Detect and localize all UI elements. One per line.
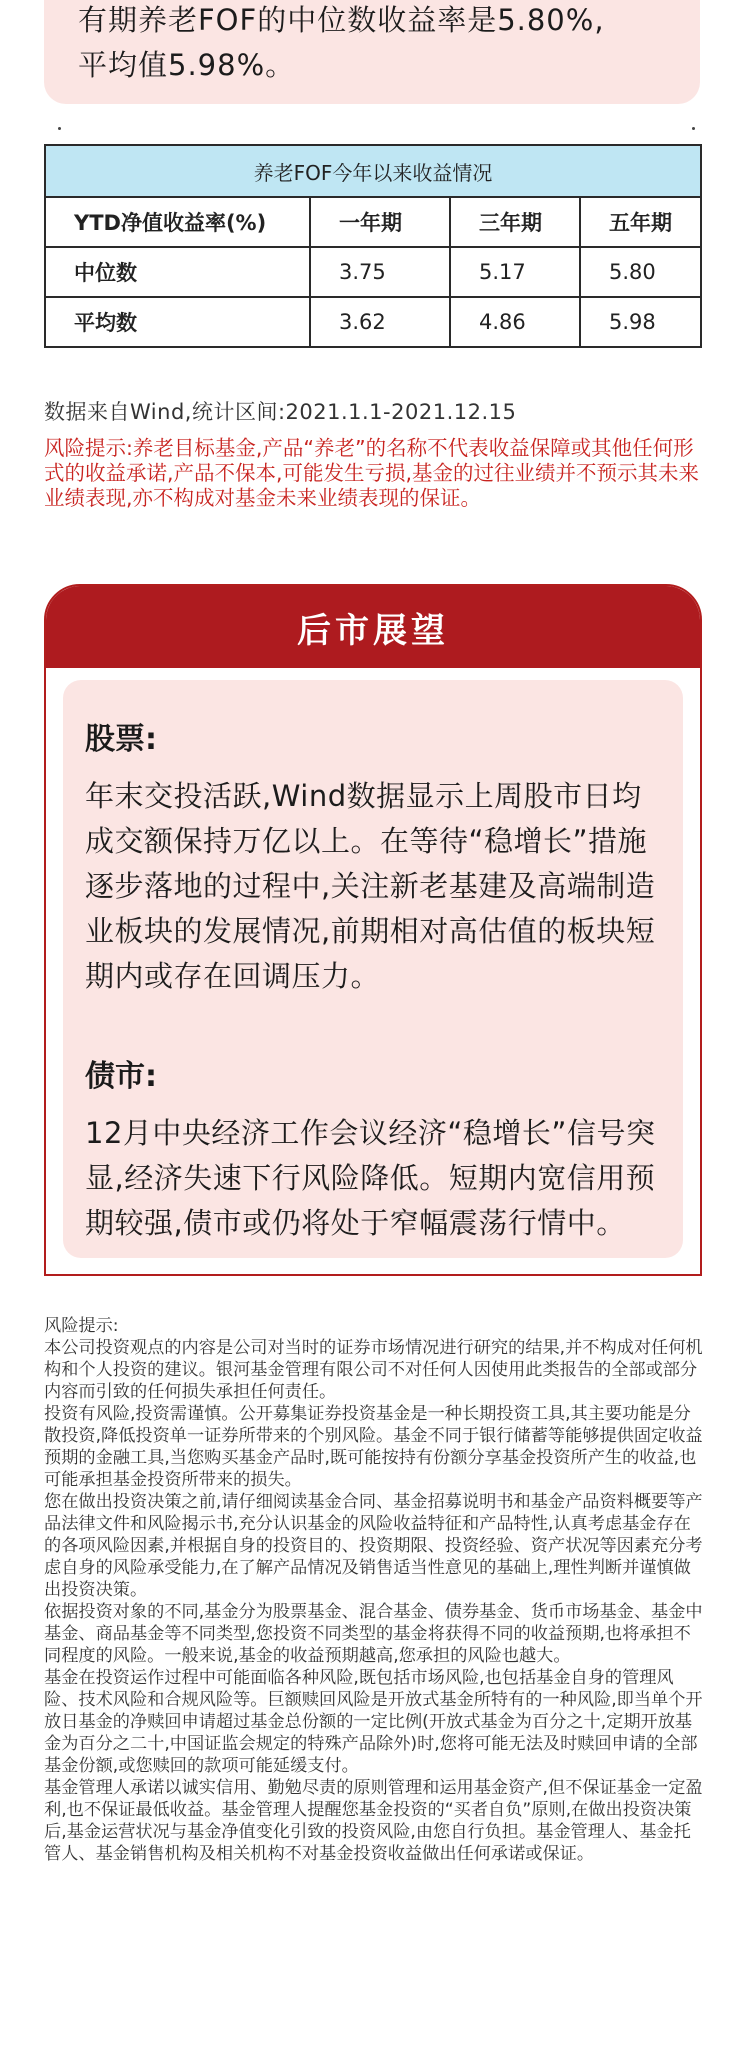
table-cell: 5.80	[580, 247, 701, 297]
outlook-header	[46, 586, 700, 668]
summary-line-1: 有期养老FOF的中位数收益率是5.80%,	[78, 3, 605, 37]
bond-text: 12月中央经济工作会议经济“稳增长”信号突显,经济失速下行风险降低。短期内宽信用预期较强,债市或仍将处于窄幅震荡行情中。	[85, 1116, 656, 1240]
disclaimer-paragraph: 本公司投资观点的内容是公司对当时的证券市场情况进行研究的结果,并不构成对任何机构和个人投资的建议。银河基金管理有限公司不对任何人因使用此类报告的全部或部分内容而引致的任何损失承担任何责任。	[44, 1338, 703, 1402]
divider-dot	[692, 127, 695, 130]
disclaimer-paragraph: 您在做出投资决策之前,请仔细阅读基金合同、基金招募说明书和基金产品资料概要等产品法律文件和风险揭示书,充分认识基金的风险收益特征和产品特性,认真考虑基金存在的各项风险因素,并根据自身的投资目的、投资期限、投资经验、资产状况等因素充分考虑自身的风险承受能力,在了解产品情况及销售适当性意见的基础上,理性判断并谨慎做出投资决策。	[44, 1492, 703, 1600]
disclaimer-paragraph: 基金管理人承诺以诚实信用、勤勉尽责的原则管理和运用基金资产,但不保证基金一定盈利,也不保证最低收益。基金管理人提醒您基金投资的“买者自负”原则,在做出投资决策后,基金运营状况与基金净值变化引致的投资风险,由您自行负担。基金管理人、基金托管人、基金销售机构及相关机构不对基金投资收益做出任何承诺或保证。	[44, 1778, 703, 1864]
table-row	[45, 297, 701, 347]
table-cell: 中位数	[45, 247, 310, 297]
table-cell: 平均数	[45, 297, 310, 347]
table-cell: 3.75	[310, 247, 450, 297]
stock-text: 年末交投活跃,Wind数据显示上周股市日均成交额保持万亿以上。在等待“稳增长”措施逐步落地的过程中,关注新老基建及高端制造业板块的发展情况,前期相对高估值的板块短期内或存在回调压力。	[85, 779, 656, 993]
table-header-cell: 五年期	[580, 197, 701, 247]
table-caption: 养老FOF今年以来收益情况	[45, 145, 701, 197]
outlook-body	[63, 680, 683, 1258]
data-source-note: 数据来自Wind,统计区间:2021.1.1-2021.12.15	[44, 400, 517, 424]
market-outlook-panel	[44, 584, 702, 1276]
disclaimer-heading: 风险提示:	[44, 1316, 119, 1336]
disclaimer-paragraph: 基金在投资运作过程中可能面临各种风险,既包括市场风险,也包括基金自身的管理风险、技术风险和合规风险等。巨额赎回风险是开放式基金所特有的一种风险,即当单个开放日基金的净赎回申请超过基金总份额的一定比例(开放式基金为百分之十,定期开放基金为百分之二十,中国证监会规定的特殊产品除外)时,您将可能无法及时赎回申请的全部基金份额,或您赎回的款项可能延缓支付。	[44, 1668, 703, 1776]
table-row	[45, 247, 701, 297]
returns-table	[44, 144, 702, 348]
stock-title: 股票:	[85, 722, 157, 757]
summary-line-2: 平均值5.98%。	[78, 48, 296, 82]
disclaimer-paragraph: 依据投资对象的不同,基金分为股票基金、混合基金、债券基金、货币市场基金、基金中基金、商品基金等不同类型,您投资不同类型的基金将获得不同的收益预期,也将承担不同程度的风险。一般来说,基金的收益预期越高,您承担的风险也越大。	[44, 1602, 703, 1666]
divider-dot	[58, 127, 61, 130]
risk-tip: 风险提示:养老目标基金,产品“养老”的名称不代表收益保障或其他任何形式的收益承诺,产品不保本,可能发生亏损,基金的过往业绩并不预示其未来业绩表现,亦不构成对基金未来业绩表现的保证。	[44, 436, 700, 510]
table-header-cell: YTD净值收益率(%)	[45, 197, 310, 247]
summary-card	[44, 0, 700, 104]
disclaimer-paragraph: 投资有风险,投资需谨慎。公开募集证券投资基金是一种长期投资工具,其主要功能是分散投资,降低投资单一证券所带来的个别风险。基金不同于银行储蓄等能够提供固定收益预期的金融工具,当您购买基金产品时,既可能按持有份额分享基金投资所产生的收益,也可能承担基金投资所带来的损失。	[44, 1404, 703, 1490]
table-cell: 5.98	[580, 297, 701, 347]
table-cell: 5.17	[450, 247, 580, 297]
bond-title: 债市:	[85, 1059, 157, 1094]
disclaimer	[44, 1315, 704, 1865]
table-header-row	[45, 197, 701, 247]
table-header-cell: 一年期	[310, 197, 450, 247]
table-cell: 4.86	[450, 297, 580, 347]
outlook-title: 后市展望	[297, 610, 449, 651]
table-header-cell: 三年期	[450, 197, 580, 247]
table-cell: 3.62	[310, 297, 450, 347]
